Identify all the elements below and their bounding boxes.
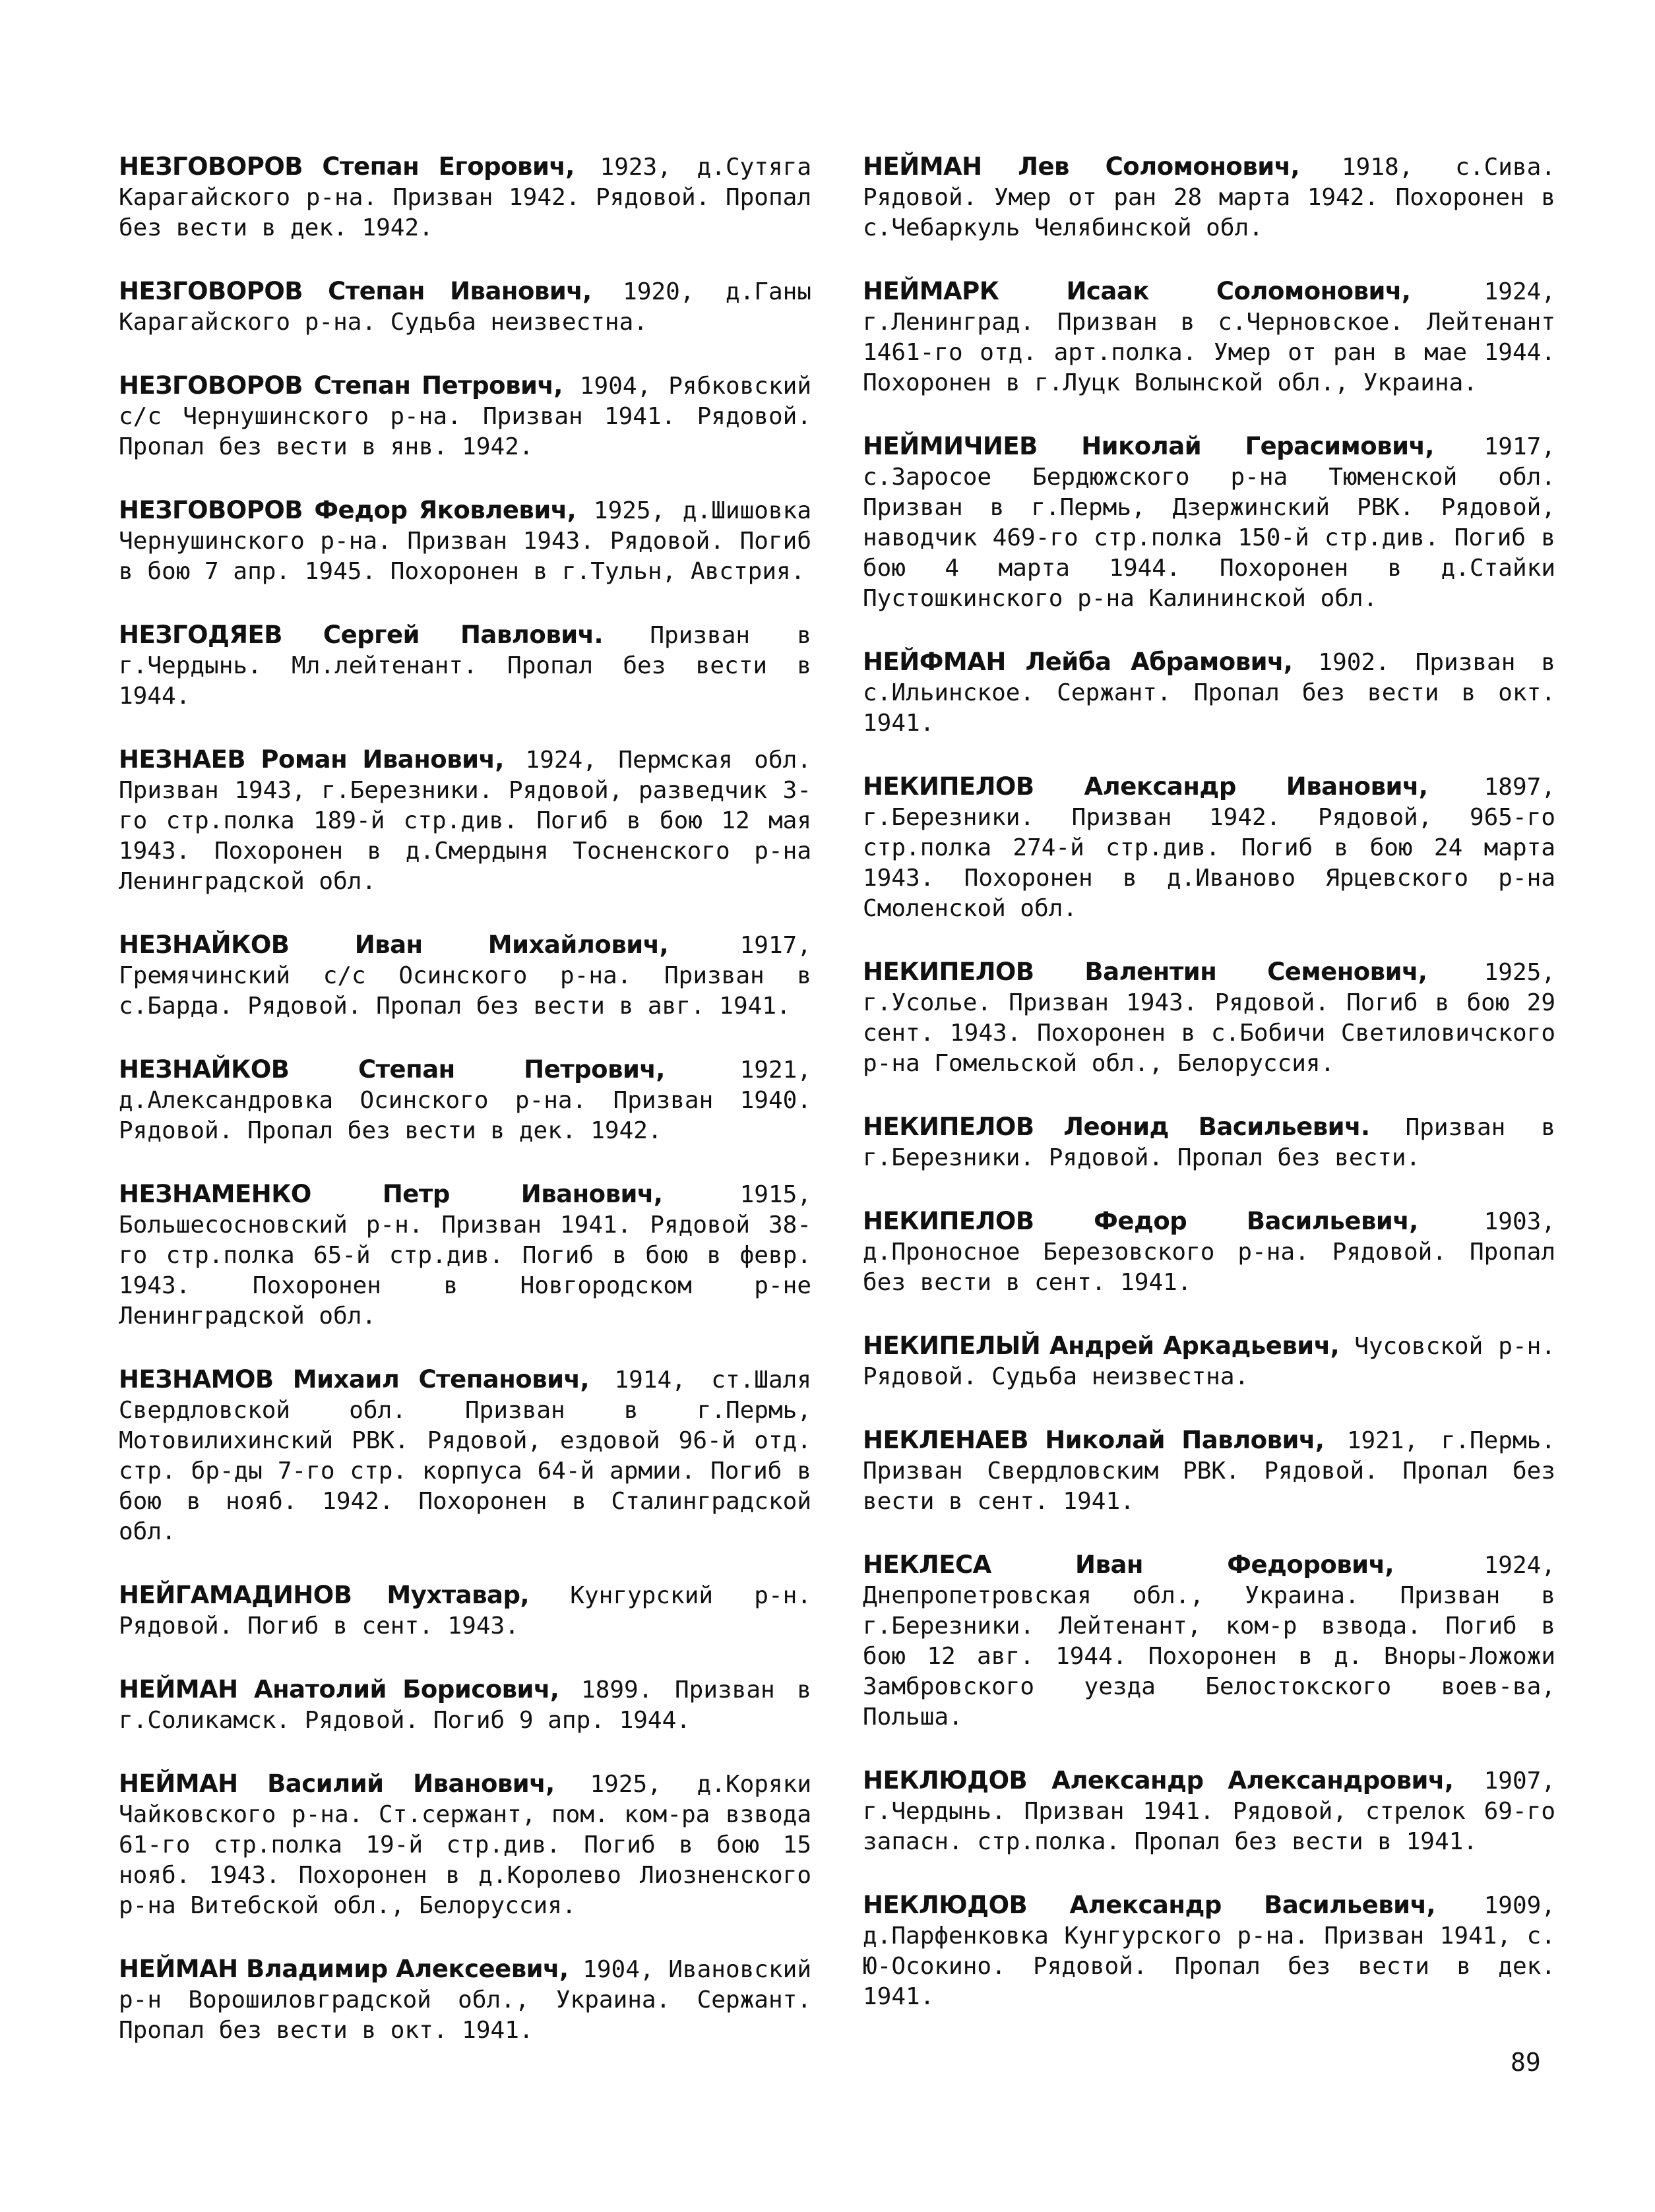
entry-text: 1903, д.Проносное Березовского р-на. Рядовой. Пропал без вести в сент. 1941. <box>863 1208 1556 1296</box>
entry-text: 1917, с.Заросое Бердюжского р-на Тюменской обл. Призван в г.Пермь, Дзержинский РВК. Рядовой, наводчик 469-го стр.полка 150-й стр.див. Погиб в бою 4 марта 1944. Похоронен в д.Стайки Пустошкинского р-на Калининской обл. <box>863 433 1555 612</box>
entry-name: НЕКЛЮДОВ Александр Александрович, <box>863 1766 1454 1795</box>
entry <box>119 1674 811 1736</box>
entry <box>119 930 811 1022</box>
entry <box>863 1425 1555 1517</box>
entry <box>863 647 1555 739</box>
entry-name: НЕКИПЕЛОВ Александр Иванович, <box>863 772 1428 801</box>
entry-name: НЕКИПЕЛОВ Леонид Васильевич. <box>863 1113 1370 1141</box>
entry-text: 1920, д.Ганы Карагайского р-на. Судьба неизвестна. <box>119 278 811 336</box>
entry-name: НЕЙФМАН Лейба Абрамович, <box>863 648 1293 676</box>
entry-text: Призван в г.Чердынь. Мл.лейтенант. Пропал без вести в 1944. <box>119 622 811 710</box>
entry-name: НЕЙГАМАДИНОВ Мухтавар, <box>119 1581 530 1609</box>
entry-name: НЕЗГОВОРОВ Степан Егорович, <box>119 152 575 181</box>
entry <box>863 1331 1555 1392</box>
entry-name: НЕЗНАЕВ Роман Иванович, <box>119 745 504 774</box>
entry-text: 1915, Большесосновский р-н. Призван 1941. Рядовой 38-го стр.полка 65-й стр.див. Погиб в бою в февр. 1943. Похоронен в Новгородском р-не Ленинградской обл. <box>119 1181 811 1330</box>
entry <box>863 957 1555 1079</box>
entry-text: 1904, Ивановский р-н Ворошиловградской обл., Украина. Сержант. Пропал без вести в окт. 1941. <box>119 1956 811 2044</box>
entry-text: 1925, г.Усолье. Призван 1943. Рядовой. Погиб в бою 29 сент. 1943. Похоронен в с.Бобичи Светиловичского р-на Гомельской обл., Белоруссия. <box>863 959 1555 1077</box>
entry-name: НЕЙМАН Лев Соломонович, <box>863 152 1300 181</box>
entry-name: НЕКЛЕНАЕВ Николай Павлович, <box>863 1426 1325 1454</box>
entry-name: НЕЙМАН Анатолий Борисович, <box>119 1675 559 1704</box>
right-column <box>863 152 1555 2045</box>
entry <box>119 152 811 243</box>
entry-name: НЕКИПЕЛОВ Федор Васильевич, <box>863 1207 1418 1235</box>
entry-name: НЕКЛЕСА Иван Федорович, <box>863 1551 1394 1579</box>
entry-text: Кунгурский р-н. Рядовой. Погиб в сент. 1943. <box>119 1582 811 1640</box>
entry-text: 1914, ст.Шаля Свердловской обл. Призван в г.Пермь, Мотовилихинский РВК. Рядовой, ездовой 96-й отд. стр. бр-ды 7-го стр. корпуса 64-й армии. Погиб в бою в нояб. 1942. Похоронен в Сталинградской обл. <box>119 1367 811 1545</box>
entry-text: Призван в г.Березники. Рядовой. Пропал без вести. <box>863 1114 1555 1171</box>
entry <box>119 371 811 462</box>
entry-text: 1899. Призван в г.Соликамск. Рядовой. Погиб 9 апр. 1944. <box>119 1676 811 1734</box>
entry-name: НЕЗГОВОРОВ Степан Иванович, <box>119 277 592 305</box>
entry-text: 1902. Призван в с.Ильинское. Сержант. Пропал без вести в окт. 1941. <box>863 649 1555 737</box>
entry <box>119 1179 811 1332</box>
entry <box>863 276 1555 398</box>
entry-text: 1921, д.Александровка Осинского р-на. Призван 1940. Рядовой. Пропал без вести в дек. 1942. <box>119 1057 812 1144</box>
entry-name: НЕЗНАЙКОВ Степан Петрович, <box>119 1055 665 1084</box>
entry-name: НЕЗНАМЕНКО Петр Иванович, <box>119 1180 663 1208</box>
entry-text: 1923, д.Сутяга Карагайского р-на. Призван 1942. Рядовой. Пропал без вести в дек. 1942. <box>119 154 811 241</box>
entry <box>119 620 811 712</box>
entry <box>863 1112 1555 1173</box>
entry-text: 1904, Рябковский с/с Чернушинского р-на. Призван 1941. Рядовой. Пропал без вести в янв. 1942. <box>119 373 811 460</box>
entry-name: НЕКИПЕЛЫЙ Андрей Аркадьевич, <box>863 1332 1340 1360</box>
entry-name: НЕКИПЕЛОВ Валентин Семенович, <box>863 958 1427 986</box>
entry-name: НЕЙМАРК Исаак Соломонович, <box>863 277 1411 305</box>
entry-name: НЕЙМИЧИЕВ Николай Герасимович, <box>863 432 1434 460</box>
entry-text: 1924, Днепропетровская обл., Украина. Призван в г.Березники. Лейтенант, ком-р взвода. Погиб в бою 12 авг. 1944. Похоронен в д. Вноры-Ложожи Замбровского уезда Белостокского воев-ва, Польша. <box>863 1552 1555 1731</box>
entry-text: 1924, Пермская обл. Призван 1943, г.Березники. Рядовой, разведчик 3-го стр.полка 189-й стр.див. Погиб в бою 12 мая 1943. Похоронен в д.Смердыня Тосненского р-на Ленинградской обл. <box>119 747 811 895</box>
entry <box>119 1055 811 1146</box>
entry-text: Чусовской р-н. Рядовой. Судьба неизвестна. <box>863 1333 1555 1390</box>
entry-text: 1921, г.Пермь. Призван Свердловским РВК. Рядовой. Пропал без вести в сент. 1941. <box>863 1427 1555 1515</box>
entry <box>863 1550 1555 1733</box>
entry <box>119 1580 811 1642</box>
entry <box>863 1890 1555 2012</box>
entry <box>863 152 1555 243</box>
entry-name: НЕЗНАЙКОВ Иван Михайлович, <box>119 931 669 959</box>
entry-text: 1917, Гремячинский с/с Осинского р-на. Призван в с.Барда. Рядовой. Пропал без вести в авг. 1941. <box>119 932 811 1020</box>
entry-name: НЕЗГОВОРОВ Федор Яковлевич, <box>119 496 577 524</box>
entry <box>863 431 1555 614</box>
entry-text: 1907, г.Чердынь. Призван 1941. Рядовой, стрелок 69-го запасн. стр.полка. Пропал без вести в 1941. <box>863 1767 1556 1855</box>
entry <box>119 495 811 587</box>
entry-text: 1925, д.Коряки Чайковского р-на. Ст.сержант, пом. ком-ра взвода 61-го стр.полка 19-й стр.див. Погиб в бою 15 нояб. 1943. Похоронен в д.Королево Лиозненского р-на Витебской обл., Белоруссия. <box>119 1771 812 1919</box>
entry <box>119 1769 811 1921</box>
left-column <box>119 152 811 2079</box>
entry-text: 1918, с.Сива. Рядовой. Умер от ран 28 марта 1942. Похоронен в с.Чебаркуль Челябинской обл. <box>863 154 1555 241</box>
entry-text: 1897, г.Березники. Призван 1942. Рядовой, 965-го стр.полка 274-й стр.див. Погиб в бою 24 марта 1943. Похоронен в д.Иваново Ярцевского р-на Смоленской обл. <box>863 774 1556 922</box>
entry-name: НЕЗНАМОВ Михаил Степанович, <box>119 1365 590 1394</box>
entry-name: НЕЗГОВОРОВ Степан Петрович, <box>119 371 563 400</box>
entry <box>863 1766 1555 1857</box>
entry-name: НЕЙМАН Владимир Алексеевич, <box>119 1955 569 1983</box>
page-number: 89 <box>1511 2048 1541 2077</box>
entry <box>119 745 811 897</box>
entry-text: 1925, д.Шишовка Чернушинского р-на. Призван 1943. Рядовой. Погиб в бою 7 апр. 1945. Похоронен в г.Тульн, Австрия. <box>119 497 811 585</box>
entry-name: НЕЗГОДЯЕВ Сергей Павлович. <box>119 621 604 649</box>
entry-text: 1924, г.Ленинград. Призван в с.Черновское. Лейтенант 1461-го отд. арт.полка. Умер от ран в мае 1944. Похоронен в г.Луцк Волынской обл., Украина. <box>863 278 1555 396</box>
entry <box>119 1365 811 1547</box>
entry <box>119 1954 811 2046</box>
entry <box>863 1206 1555 1298</box>
entry-name: НЕЙМАН Василий Иванович, <box>119 1769 555 1798</box>
entry <box>863 772 1555 924</box>
entry-text: 1909, д.Парфенковка Кунгурского р-на. Призван 1941, с. Ю-Осокино. Рядовой. Пропал без вести в дек. 1941. <box>863 1892 1555 2010</box>
entry <box>119 276 811 338</box>
entry-name: НЕКЛЮДОВ Александр Васильевич, <box>863 1891 1436 1919</box>
